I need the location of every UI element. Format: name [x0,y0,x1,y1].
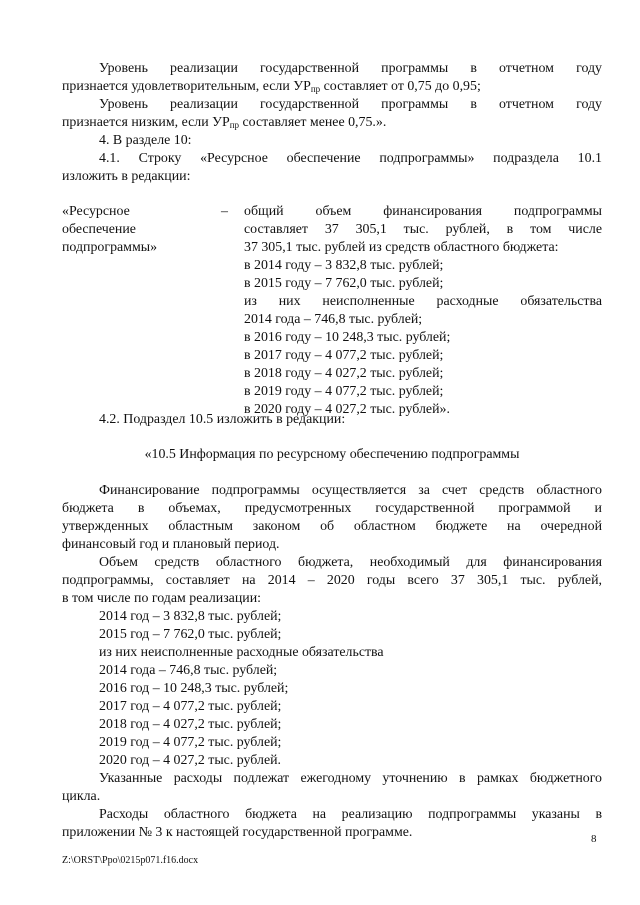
table-left-cell: обеспечение [62,222,136,237]
year-line: из них неисполненные расходные обязательства [99,645,384,660]
year-line: 2019 год – 4 077,2 тыс. рублей; [99,735,282,750]
table-right-line: общий объем финансирования подпрограммы [244,204,602,219]
page-number: 8 [591,833,597,845]
table-right-line: 37 305,1 тыс. рублей из средств областного бюджета: [244,240,559,255]
year-line: 2018 год – 4 027,2 тыс. рублей; [99,717,282,732]
table-right-line: в 2020 году – 4 027,2 тыс. рублей». [244,402,450,417]
year-line: 2017 год – 4 077,2 тыс. рублей; [99,699,282,714]
text-line: изложить в редакции: [62,169,191,184]
table-right-line: в 2014 году – 3 832,8 тыс. рублей; [244,258,444,273]
text-line: бюджета в объемах, предусмотренных государственной программой и [62,501,602,516]
text-line: утвержденных областным законом об областном бюджете на очередной [62,519,602,534]
text-line: Уровень реализации государственной программы в отчетном году [99,61,602,76]
table-right-line: 2014 года – 746,8 тыс. рублей; [244,312,423,327]
year-line: 2016 год – 10 248,3 тыс. рублей; [99,681,289,696]
file-path: Z:\ORST\Ppo\0215p071.f16.docx [62,855,199,866]
text-line: признается низким, если $УР_{пр}$ составляет менее 0,75.». [62,115,387,130]
text-line: 4.1. Строку «Ресурсное обеспечение подпрограммы» подраздела 10.1 [99,151,602,166]
text-line: Расходы областного бюджета на реализацию подпрограммы указаны в [99,807,602,822]
text-line: Уровень реализации государственной программы в отчетном году [99,97,602,112]
table-right-line: составляет 37 305,1 тыс. рублей, в том числе [244,222,602,237]
table-right-line: в 2015 году – 7 762,0 тыс. рублей; [244,276,444,291]
year-line: 2014 года – 746,8 тыс. рублей; [99,663,278,678]
year-line: 2014 год – 3 832,8 тыс. рублей; [99,609,282,624]
text-line: финансовый год и плановый период. [62,537,280,552]
table-dash: – [221,204,228,219]
table-right-line: в 2016 году – 10 248,3 тыс. рублей; [244,330,451,345]
year-line: 2015 год – 7 762,0 тыс. рублей; [99,627,282,642]
text-line: цикла. [62,789,101,804]
table-right-line: в 2017 году – 4 077,2 тыс. рублей; [244,348,444,363]
text-line: Финансирование подпрограммы осуществляется за счет средств областного [99,483,602,498]
text-line: подпрограммы, составляет на 2014 – 2020 годы всего 37 305,1 тыс. рублей, [62,573,602,588]
text-line: признается удовлетворительным, если $УР_{пр}$ составляет от 0,75 до 0,95; [62,79,481,94]
text-line: в том числе по годам реализации: [62,591,262,606]
text-line: Объем средств областного бюджета, необходимый для финансирования [99,555,602,570]
table-right-line: из них неисполненные расходные обязательства [244,294,602,309]
section-heading: «10.5 Информация по ресурсному обеспечению подпрограммы [144,447,520,462]
table-left-cell: подпрограммы» [62,240,158,255]
text-line: 4. В разделе 10: [99,133,192,148]
table-left-cell: «Ресурсное [62,204,130,219]
text-line: Указанные расходы подлежат ежегодному уточнению в рамках бюджетного [99,771,602,786]
text-line: приложении № 3 к настоящей государственной программе. [62,825,413,840]
text-line: 4.2. Подраздел 10.5 изложить в редакции: [99,412,346,427]
table-right-line: в 2018 году – 4 027,2 тыс. рублей; [244,366,444,381]
table-right-line: в 2019 году – 4 077,2 тыс. рублей; [244,384,444,399]
year-line: 2020 год – 4 027,2 тыс. рублей. [99,753,282,768]
